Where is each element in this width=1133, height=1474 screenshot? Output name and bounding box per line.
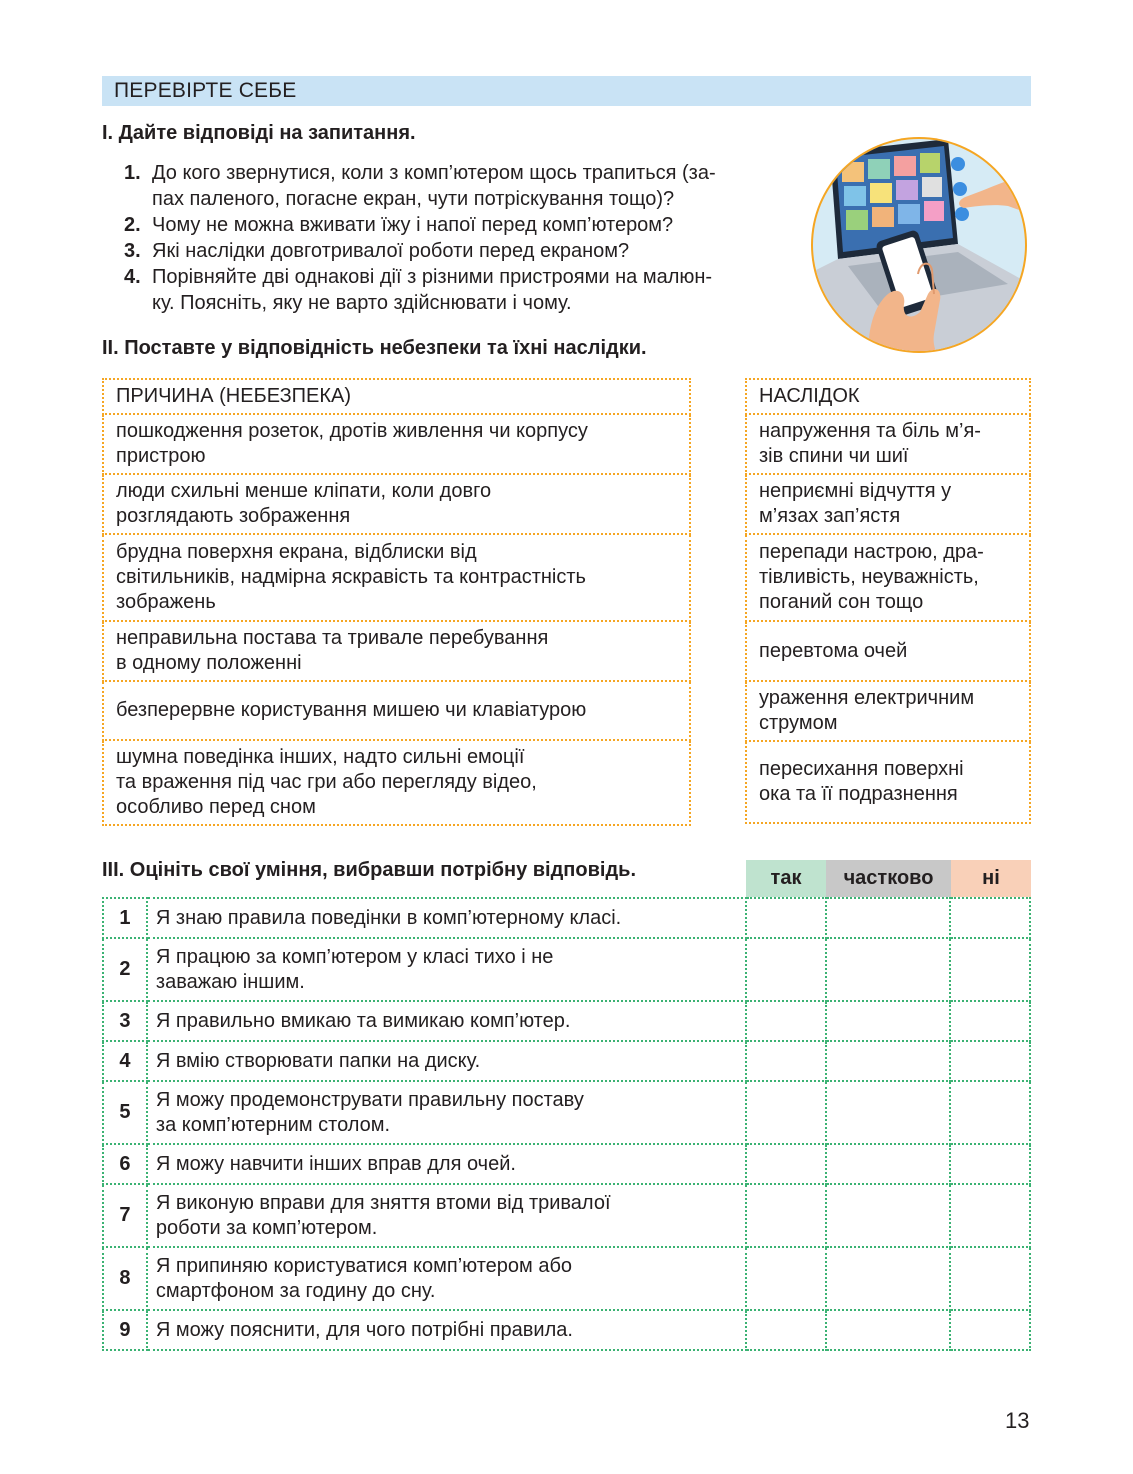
skill-text bbox=[147, 938, 746, 1001]
question-text-line: Чому не можна вживати їжу і напої перед комп’ютером? bbox=[152, 214, 674, 236]
effect-line: перевтома очей bbox=[759, 639, 908, 662]
question-text-line: Які наслідки довготривалої роботи перед екраном? bbox=[152, 240, 630, 262]
row-number: 1 bbox=[103, 898, 147, 938]
answer-no-cell[interactable] bbox=[950, 938, 1030, 1001]
page-heading: ПЕРЕВІРТЕ СЕБЕ bbox=[114, 79, 297, 102]
question-item bbox=[124, 264, 804, 316]
effect-line: ока та її подразнення bbox=[759, 783, 958, 805]
skill-row bbox=[103, 1081, 1030, 1144]
section3-title: ІІІ. Оцініть свої уміння, вибравши потрібну відповідь. bbox=[102, 859, 637, 881]
effect-line: ураження електричним bbox=[759, 687, 975, 709]
skill-row bbox=[103, 1247, 1030, 1310]
effect-cell bbox=[746, 474, 1030, 534]
cause-cell bbox=[103, 681, 690, 740]
answer-no-cell[interactable] bbox=[950, 1081, 1030, 1144]
question-item bbox=[124, 160, 804, 212]
skill-line: роботи за комп’ютером. bbox=[155, 1216, 378, 1239]
page-number: 13 bbox=[1005, 1408, 1030, 1433]
skill-text bbox=[147, 1081, 746, 1144]
causes-table bbox=[102, 378, 691, 826]
answer-yes-cell[interactable] bbox=[746, 1144, 826, 1184]
answer-partly-cell[interactable] bbox=[826, 1310, 951, 1350]
question-text-line: Порівняйте дві однакові дії з різними пристроями на малюн- bbox=[152, 266, 713, 288]
skill-row bbox=[103, 1041, 1030, 1081]
question-number: 2. bbox=[124, 214, 141, 236]
effect-cell bbox=[746, 534, 1030, 621]
cause-line: пошкодження розеток, дротів живлення чи корпусу bbox=[116, 420, 588, 442]
cause-line: та враження під час гри або перегляду відео, bbox=[116, 771, 537, 793]
column-header-partly: частково bbox=[826, 860, 951, 897]
cause-line: зображень bbox=[116, 591, 216, 613]
answer-partly-cell[interactable] bbox=[826, 1001, 951, 1041]
skill-text bbox=[147, 1184, 746, 1247]
skill-row bbox=[103, 1310, 1030, 1350]
row-number: 2 bbox=[103, 938, 147, 1001]
question-number: 3. bbox=[124, 240, 141, 262]
skill-line: Я знаю правила поведінки в комп’ютерному класі. bbox=[155, 906, 622, 929]
answer-partly-cell[interactable] bbox=[826, 898, 951, 938]
effect-line: м’язах зап’ястя bbox=[759, 505, 901, 527]
skill-line: смартфоном за годину до сну. bbox=[155, 1279, 436, 1302]
effect-cell bbox=[746, 681, 1030, 741]
answer-partly-cell[interactable] bbox=[826, 1247, 951, 1310]
column-header-yes: так bbox=[746, 860, 826, 897]
skill-line: Я виконую вправи для зняття втоми від тривалої bbox=[155, 1191, 611, 1214]
skills-table bbox=[102, 897, 1031, 1351]
effect-cell bbox=[746, 621, 1030, 681]
cause-cell bbox=[103, 534, 690, 621]
question-text-line: пах паленого, погасне екран, чути потріскування тощо)? bbox=[152, 188, 675, 210]
cause-cell bbox=[103, 740, 690, 825]
effect-line: поганий сон тощо bbox=[759, 591, 924, 613]
skill-row bbox=[103, 1001, 1030, 1041]
answer-partly-cell[interactable] bbox=[826, 1041, 951, 1081]
answer-no-cell[interactable] bbox=[950, 1310, 1030, 1350]
effect-line: зів спини чи шиї bbox=[759, 445, 909, 467]
row-number: 4 bbox=[103, 1041, 147, 1081]
effect-line: тівливість, неуважність, bbox=[759, 566, 979, 588]
effect-line: перепади настрою, дра- bbox=[759, 541, 984, 563]
cause-line: особливо перед сном bbox=[116, 796, 316, 818]
answer-yes-cell[interactable] bbox=[746, 1247, 826, 1310]
answer-no-cell[interactable] bbox=[950, 1001, 1030, 1041]
answer-yes-cell[interactable] bbox=[746, 938, 826, 1001]
answer-yes-cell[interactable] bbox=[746, 1081, 826, 1144]
answer-yes-cell[interactable] bbox=[746, 898, 826, 938]
skill-line: Я можу пояснити, для чого потрібні правила. bbox=[155, 1318, 573, 1341]
effect-line: напруження та біль м’я- bbox=[759, 420, 981, 442]
skill-line: за комп’ютерним столом. bbox=[155, 1113, 391, 1136]
effect-line: пересихання поверхні bbox=[759, 758, 964, 780]
section1-title: І. Дайте відповіді на запитання. bbox=[102, 122, 416, 144]
cause-line: світильників, надмірна яскравість та контрастність bbox=[116, 566, 586, 588]
row-number: 9 bbox=[103, 1310, 147, 1350]
answer-partly-cell[interactable] bbox=[826, 938, 951, 1001]
skill-line: Я можу навчити інших вправ для очей. bbox=[155, 1152, 516, 1175]
row-number: 8 bbox=[103, 1247, 147, 1310]
cause-cell bbox=[103, 621, 690, 681]
answer-partly-cell[interactable] bbox=[826, 1144, 951, 1184]
cause-line: неправильна постава та тривале перебування bbox=[116, 627, 549, 649]
cause-line: в одному положенні bbox=[116, 652, 302, 674]
answer-yes-cell[interactable] bbox=[746, 1184, 826, 1247]
answer-partly-cell[interactable] bbox=[826, 1184, 951, 1247]
question-number: 1. bbox=[124, 162, 141, 184]
answer-yes-cell[interactable] bbox=[746, 1001, 826, 1041]
answer-no-cell[interactable] bbox=[950, 1041, 1030, 1081]
answer-partly-cell[interactable] bbox=[826, 1081, 951, 1144]
causes-header: ПРИЧИНА (НЕБЕЗПЕКА) bbox=[103, 379, 690, 414]
skill-text bbox=[147, 1041, 746, 1081]
skill-text bbox=[147, 898, 746, 938]
skill-text bbox=[147, 1001, 746, 1041]
row-number: 7 bbox=[103, 1184, 147, 1247]
row-number: 5 bbox=[103, 1081, 147, 1144]
cause-cell bbox=[103, 474, 690, 534]
question-item bbox=[124, 238, 804, 264]
effect-cell bbox=[746, 414, 1030, 474]
cause-line: люди схильні менше кліпати, коли довго bbox=[116, 480, 492, 502]
skill-line: Я можу продемонструвати правильну поставу bbox=[155, 1088, 584, 1111]
skill-text bbox=[147, 1247, 746, 1310]
skill-row bbox=[103, 938, 1030, 1001]
answer-no-cell[interactable] bbox=[950, 1184, 1030, 1247]
question-item bbox=[124, 212, 804, 238]
skill-text bbox=[147, 1144, 746, 1184]
section-header-bar bbox=[102, 76, 1031, 106]
answer-no-cell[interactable] bbox=[950, 1247, 1030, 1310]
skill-line: Я працюю за комп’ютером у класі тихо і не bbox=[155, 945, 554, 968]
question-list bbox=[124, 160, 804, 316]
column-header-no: ні bbox=[951, 860, 1031, 897]
question-number: 4. bbox=[124, 266, 141, 288]
skill-line: Я правильно вмикаю та вимикаю комп’ютер. bbox=[155, 1009, 571, 1032]
skill-line: Я вмію створювати папки на диску. bbox=[155, 1049, 481, 1072]
question-text-line: ку. Поясніть, яку не варто здійснювати і чому. bbox=[152, 292, 572, 314]
skill-text bbox=[147, 1310, 746, 1350]
answer-no-cell[interactable] bbox=[950, 1144, 1030, 1184]
row-number: 6 bbox=[103, 1144, 147, 1184]
cause-line: шумна поведінка інших, надто сильні емоції bbox=[116, 746, 525, 768]
answer-yes-cell[interactable] bbox=[746, 1041, 826, 1081]
effects-table bbox=[745, 378, 1031, 824]
skill-row bbox=[103, 1144, 1030, 1184]
laptop-phone-illustration bbox=[808, 134, 1030, 356]
effect-cell bbox=[746, 741, 1030, 823]
row-number: 3 bbox=[103, 1001, 147, 1041]
effects-header: НАСЛІДОК bbox=[746, 379, 1030, 414]
cause-line: безперервне користування мишею чи клавіатурою bbox=[116, 699, 587, 721]
cause-line: брудна поверхня екрана, відблиски від bbox=[116, 541, 477, 563]
cause-cell bbox=[103, 414, 690, 474]
cause-line: розглядають зображення bbox=[116, 505, 351, 527]
skill-row bbox=[103, 1184, 1030, 1247]
question-text-line: До кого звернутися, коли з комп’ютером щось трапиться (за- bbox=[152, 162, 716, 184]
cause-line: пристрою bbox=[116, 445, 206, 467]
skill-line: Я припиняю користуватися комп’ютером або bbox=[155, 1254, 573, 1277]
answer-no-cell[interactable] bbox=[950, 898, 1030, 938]
skill-row bbox=[103, 898, 1030, 938]
section2-title: ІІ. Поставте у відповідність небезпеки та їхні наслідки. bbox=[102, 337, 647, 359]
effect-line: струмом bbox=[759, 712, 838, 734]
effect-line: неприємні відчуття у bbox=[759, 480, 952, 502]
skill-line: заважаю іншим. bbox=[155, 970, 305, 993]
answer-yes-cell[interactable] bbox=[746, 1310, 826, 1350]
